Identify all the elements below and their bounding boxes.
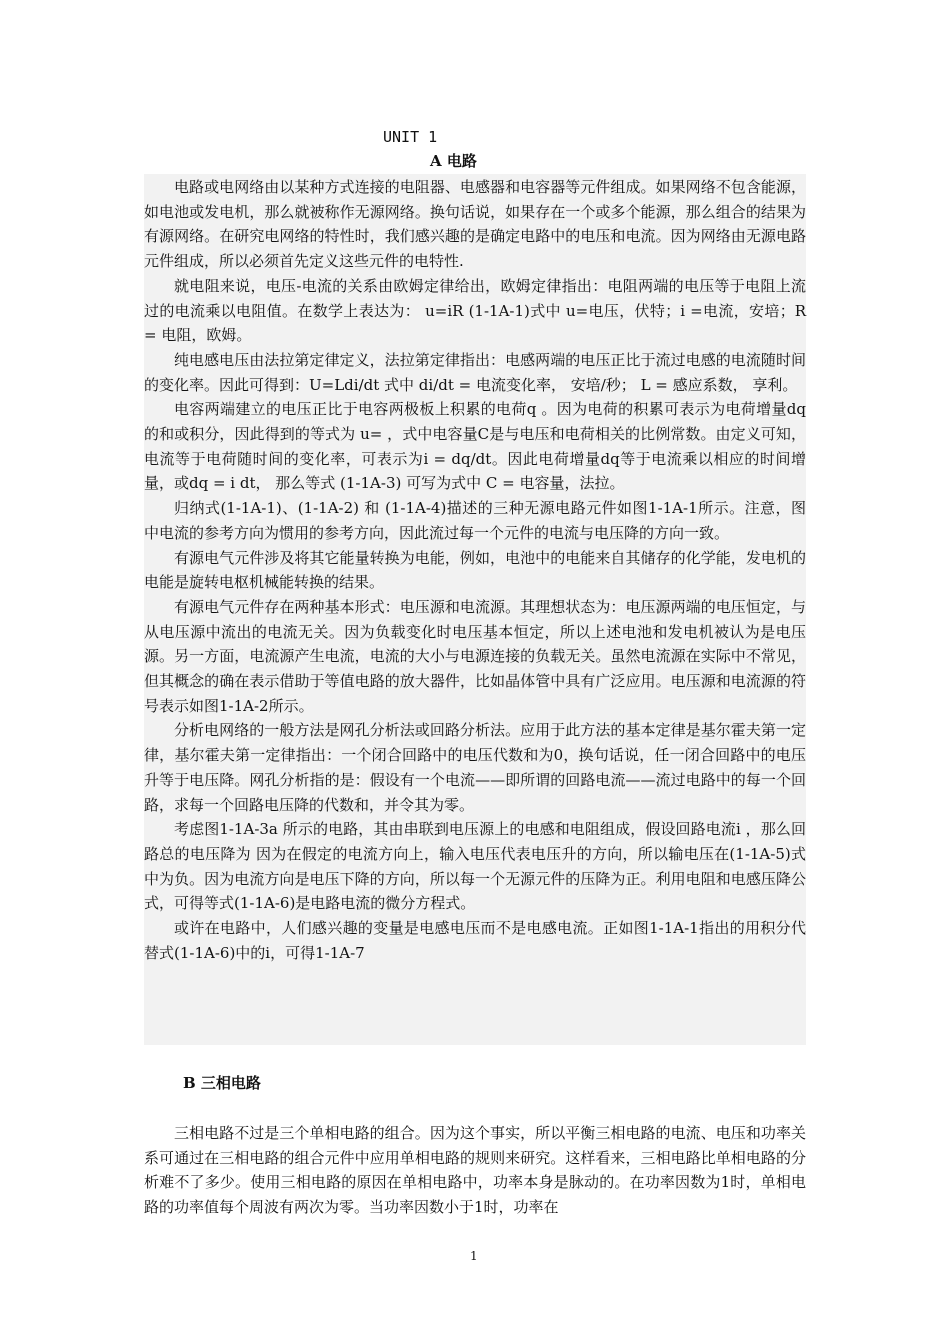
paragraph: 有源电气元件存在两种基本形式：电压源和电流源。其理想状态为：电压源两端的电压恒定，与从电压源中流出的电流无关。因为负载变化时电压基本恒定，所以上述电池和发电机被认为是电压源。另一方面，电流源产生电流，电流的大小与电源连接的负载无关。虽然电流源在实际中不常见，但其概念的确在表示借助于等值电路的放大器件，比如晶体管中具有广泛应用。电压源和电流源的符号表示如图1-1A-2所示。: [144, 597, 806, 715]
section-b-body: [144, 1121, 806, 1220]
paragraph: 电路或电网络由以某种方式连接的电阻器、电感器和电容器等元件组成。如果网络不包含能源，如电池或发电机，那么就被称作无源网络。换句话说，如果存在一个或多个能源，那么组合的结果为有源网络。在研究电网络的特性时，我们感兴趣的是确定电路中的电压和电流。因为网络由无源电路元件组成，所以必须首先定义这些元件的电特性.: [144, 178, 806, 271]
paragraph: 或许在电路中，人们感兴趣的变量是电感电压而不是电感电流。正如图1-1A-1指出的用积分代替式(1-1A-6)中的i，可得1-1A-7: [144, 919, 806, 962]
paragraph: 考虑图1-1A-3a 所示的电路，其由串联到电压源上的电感和电阻组成，假设回路电流i ，那么回路总的电压降为 因为在假定的电流方向上，输入电压代表电压升的方向，所以输电压在(1-1A-5)式中为负。因为电流方向是电压下降的方向，所以每一个无源元件的压降为正。利用电阻和电感压降公式，可得等式(1-1A-6)是电路电流的微分方程式。: [144, 820, 806, 913]
paragraph: 三相电路不过是三个单相电路的组合。因为这个事实，所以平衡三相电路的电流、电压和功率关系可通过在三相电路的组合元件中应用单相电路的规则来研究。这样看来，三相电路比单相电路的分析难不了多少。使用三相电路的原因在单相电路中，功率本身是脉动的。在功率因数为1时，单相电路的功率值每个周波有两次为零。当功率因数小于1时，功率在: [144, 1124, 806, 1217]
paragraph: 有源电气元件涉及将其它能量转换为电能，例如，电池中的电能来自其储存的化学能，发电机的电能是旋转电枢机械能转换的结果。: [144, 548, 806, 592]
paragraph: 分析电网络的一般方法是网孔分析法或回路分析法。应用于此方法的基本定律是基尔霍夫第一定律，基尔霍夫第一定律指出：一个闭合回路中的电压代数和为0，换句话说，任一闭合回路中的电压升等于电压降。网孔分析指的是：假设有一个电流——即所谓的回路电流——流过电路中的每一个回 路，求每一个回路电压降的代数和，并令其为零。: [144, 721, 806, 814]
section-a-title: A 电路: [430, 152, 477, 170]
paragraph: 电容两端建立的电压正比于电容两极板上积累的电荷q 。因为电荷的积累可表示为电荷增量dq的和或积分，因此得到的等式为 u= ，式中电容量C是与电压和电荷相关的比例常数。由定义可知，电流等于电荷随时间的变化率，可表示为i = dq/dt。因此电荷增量dq等于电流乘以相应的时间增量，或dq = i dt， 那么等式 (1-1A-3) 可写为式中 C = 电容量，法拉。: [144, 400, 806, 493]
paragraph: 就电阻来说，电压-电流的关系由欧姆定律给出，欧姆定律指出：电阻两端的电压等于电阻上流过的电流乘以电阻值。在数学上表达为： u=iR (1-1A-1)式中 u=电压，伏特；i =电流，安培；R = 电阻，欧姆。: [144, 276, 806, 345]
section-a-body: [144, 175, 806, 966]
unit-title: UNIT 1: [383, 128, 438, 146]
page-number: 1: [470, 1249, 478, 1263]
paragraph: 纯电感电压由法拉第定律定义，法拉第定律指出：电感两端的电压正比于流过电感的电流随时间的变化率。因此可得到：U=Ldi/dt 式中 di/dt = 电流变化率， 安培/秒； L = 感应系数， 享利。: [144, 350, 806, 394]
section-b-title: B 三相电路: [183, 1074, 261, 1092]
paragraph: 归纳式(1-1A-1)、(1-1A-2) 和 (1-1A-4)描述的三种无源电路元件如图1-1A-1所示。注意，图中电流的参考方向为惯用的参考方向，因此流过每一个元件的电流与电压降的方向一致。: [144, 499, 806, 542]
